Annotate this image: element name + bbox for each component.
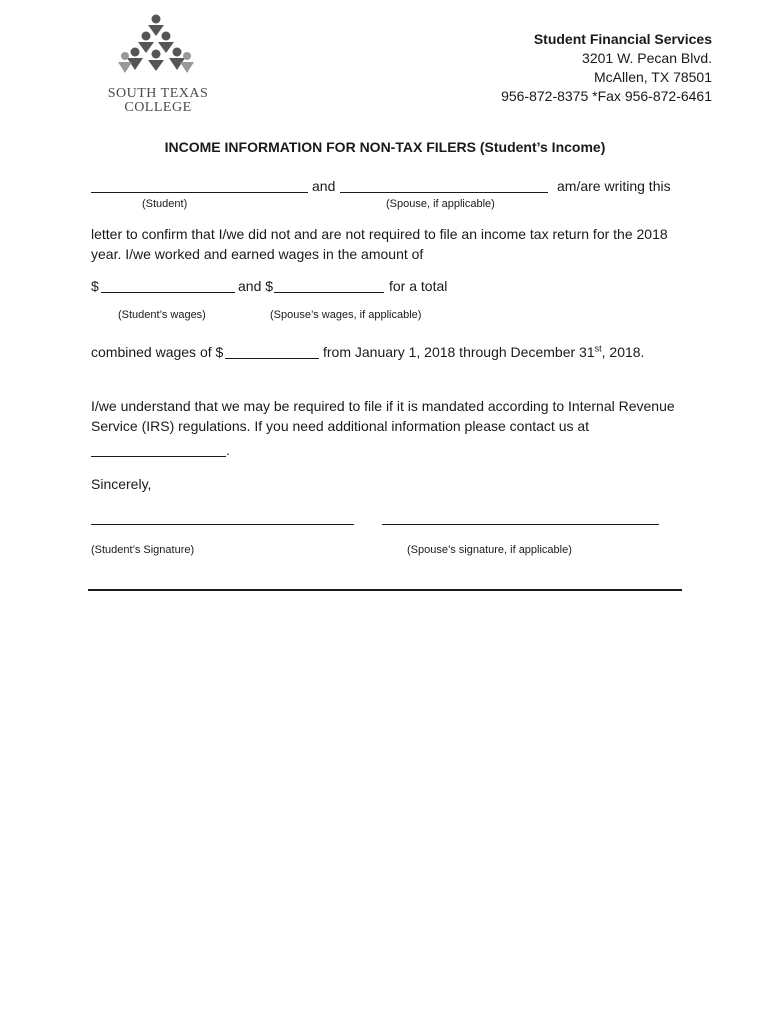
date-suffix: st [594, 343, 602, 354]
confirmation-paragraph: letter to confirm that I/we did not and are not required to file an income tax return for the 2018 year. I/we worked and earned wages in the amount of [91, 226, 668, 262]
and-text: and [312, 178, 336, 194]
student-wages-field[interactable] [101, 292, 235, 293]
student-signature-caption: (Student’s Signature) [91, 544, 195, 556]
date-range-text-main: from January 1, 2018 through December 31 [323, 344, 595, 360]
city-address: McAllen, TX 78501 [593, 69, 712, 85]
spouse-signature-caption: (Spouse’s signature, if applicable) [407, 544, 572, 556]
student-caption: (Student) [142, 198, 188, 210]
spouse-wages-caption: (Spouse’s wages, if applicable) [270, 309, 422, 321]
contact-field[interactable] [91, 456, 226, 457]
combined-wages-label: combined wages of $ [91, 344, 224, 360]
date-range-text-end: , 2018. [601, 344, 645, 360]
date-range-text [323, 343, 644, 361]
spouse-wages-field[interactable] [274, 292, 384, 293]
bottom-divider [88, 589, 682, 591]
spouse-caption: (Spouse, if applicable) [386, 198, 495, 210]
college-logo [104, 12, 212, 116]
combined-wages-field[interactable] [225, 358, 319, 359]
for-total-text: for a total [389, 278, 448, 294]
logo-text-line2: COLLEGE [124, 100, 192, 115]
student-signature-line[interactable] [91, 524, 354, 525]
phone-fax: 956-872-8375 *Fax 956-872-6461 [501, 88, 712, 104]
spouse-name-field[interactable] [340, 192, 548, 193]
logo-text-line1: SOUTH TEXAS [107, 86, 209, 101]
spouse-signature-line[interactable] [382, 524, 659, 525]
contact-period: . [226, 442, 230, 458]
form-title: INCOME INFORMATION FOR NON-TAX FILERS (Student’s Income) [164, 139, 606, 155]
people-pyramid-icon [104, 12, 212, 84]
student-wages-caption: (Student’s wages) [118, 309, 206, 321]
student-name-field[interactable] [91, 192, 308, 193]
and-dollar-text: and $ [238, 278, 274, 294]
writing-text: am/are writing this [557, 178, 671, 194]
understanding-paragraph: I/we understand that we may be required to file if it is mandated according to Internal Revenue Service (IRS) regulations. If you need additional information please contact us at [91, 398, 675, 434]
dollar-sign: $ [91, 278, 99, 294]
office-name: Student Financial Services [533, 31, 712, 47]
closing-text: Sincerely, [91, 476, 152, 492]
street-address: 3201 W. Pecan Blvd. [582, 50, 712, 66]
